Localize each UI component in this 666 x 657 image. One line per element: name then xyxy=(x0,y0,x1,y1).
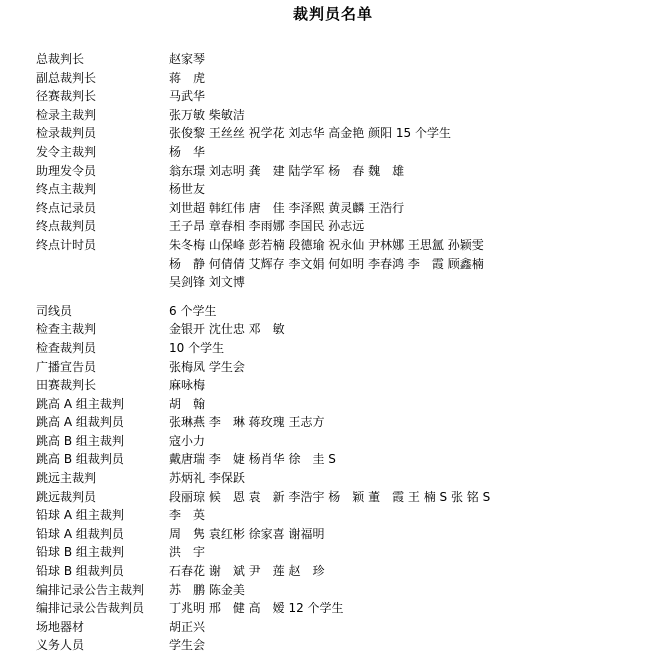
role-label: 终点裁判员 xyxy=(36,219,97,234)
names-cell xyxy=(169,339,656,358)
roster-row xyxy=(36,432,656,451)
roster-row xyxy=(36,143,656,162)
names-cell xyxy=(169,488,656,507)
role-label: 检录裁判员 xyxy=(36,126,97,141)
names-cell xyxy=(169,143,656,162)
roster-row xyxy=(36,106,656,125)
names-cell xyxy=(169,636,656,655)
names-line: 王子昂 章春相 李雨娜 李国民 孙志远 xyxy=(169,219,365,234)
referee-roster xyxy=(36,50,656,655)
names-cell xyxy=(169,450,656,469)
roster-row xyxy=(36,376,656,395)
names-line: 苏炳礼 李保跃 xyxy=(169,471,245,486)
names-cell xyxy=(169,162,656,181)
names-line: 杨 华 xyxy=(169,144,206,159)
roster-row xyxy=(36,162,656,181)
names-line: 张俊黎 王丝丝 祝学花 刘志华 高金艳 颜阳 15 个学生 xyxy=(169,126,451,141)
names-cell xyxy=(169,236,656,292)
role-label: 检录主裁判 xyxy=(36,107,97,122)
role-label: 跳高 A 组主裁判 xyxy=(36,396,124,411)
names-cell xyxy=(169,302,656,321)
role-label: 广播宣告员 xyxy=(36,359,97,374)
names-line: 杨世友 xyxy=(169,182,206,197)
role-label: 跳高 B 组主裁判 xyxy=(36,433,124,448)
role-label: 铅球 B 组裁判员 xyxy=(36,564,124,579)
names-cell xyxy=(169,581,656,600)
roster-row xyxy=(36,413,656,432)
names-cell xyxy=(169,525,656,544)
names-line: 马武华 xyxy=(169,89,206,104)
role-label: 义务人员 xyxy=(36,638,85,653)
names-cell xyxy=(169,432,656,451)
role-label: 司线员 xyxy=(36,303,73,318)
role-label: 田赛裁判长 xyxy=(36,378,97,393)
role-label: 检查裁判员 xyxy=(36,340,97,355)
names-line: 赵家琴 xyxy=(169,52,206,66)
names-line: 学生会 xyxy=(169,638,206,653)
role-label: 助理发令员 xyxy=(36,163,97,178)
names-cell xyxy=(169,50,656,69)
names-cell xyxy=(169,469,656,488)
names-line: 10 个学生 xyxy=(169,340,225,355)
roster-row xyxy=(36,636,656,655)
role-label: 跳远裁判员 xyxy=(36,489,97,504)
names-line: 张万敏 柴敏洁 xyxy=(169,107,245,122)
roster-row xyxy=(36,543,656,562)
roster-row xyxy=(36,358,656,377)
names-cell xyxy=(169,199,656,218)
role-label: 终点计时员 xyxy=(36,237,97,252)
role-label: 编排记录公告主裁判 xyxy=(36,582,145,597)
names-line: 张梅凤 学生会 xyxy=(169,359,245,374)
names-line: 周 隽 袁红彬 徐家喜 谢福明 xyxy=(169,526,325,541)
section-gap xyxy=(36,292,656,302)
names-line: 金银开 沈仕忠 邓 敏 xyxy=(169,322,285,337)
names-cell xyxy=(169,358,656,377)
roster-row xyxy=(36,50,656,69)
names-line: 翁东璟 刘志明 龚 建 陆学军 杨 春 魏 雄 xyxy=(169,163,405,178)
roster-row xyxy=(36,599,656,618)
role-label: 总裁判长 xyxy=(36,52,85,66)
names-line: 胡正兴 xyxy=(169,619,206,634)
names-cell xyxy=(169,376,656,395)
roster-row xyxy=(36,217,656,236)
names-cell xyxy=(169,506,656,525)
names-line: 吴剑锋 刘文博 xyxy=(169,275,245,290)
roster-row xyxy=(36,69,656,88)
role-label: 铅球 A 组裁判员 xyxy=(36,526,124,541)
roster-row xyxy=(36,320,656,339)
roster-row xyxy=(36,506,656,525)
roster-row xyxy=(36,236,656,292)
names-line: 刘世超 韩红伟 唐 佳 李泽熙 黄灵麟 王浩行 xyxy=(169,200,405,215)
names-line: 杨 静 何倩倩 艾辉存 李文娟 何如明 李春鸿 李 霞 顾鑫楠 xyxy=(169,256,484,271)
roster-row xyxy=(36,302,656,321)
names-line: 洪 宇 xyxy=(169,545,206,560)
names-cell xyxy=(169,562,656,581)
names-cell xyxy=(169,106,656,125)
names-cell xyxy=(169,320,656,339)
roster-row xyxy=(36,525,656,544)
roster-row xyxy=(36,450,656,469)
names-cell xyxy=(169,395,656,414)
names-line: 张琳燕 李 琳 蒋玫瑰 王志方 xyxy=(169,415,325,430)
names-cell xyxy=(169,217,656,236)
role-label: 终点记录员 xyxy=(36,200,97,215)
names-line: 朱冬梅 山保峰 彭若楠 段德瑜 祝永仙 尹林娜 王思氲 孙颖雯 xyxy=(169,237,484,252)
role-label: 铅球 A 组主裁判 xyxy=(36,508,124,523)
names-line: 丁兆明 邢 健 高 嫒 12 个学生 xyxy=(169,601,344,616)
names-cell xyxy=(169,618,656,637)
roster-row xyxy=(36,469,656,488)
roster-row xyxy=(36,87,656,106)
roster-row xyxy=(36,488,656,507)
role-label: 副总裁判长 xyxy=(36,70,97,85)
names-cell xyxy=(169,124,656,143)
role-label: 发令主裁判 xyxy=(36,144,97,159)
names-cell xyxy=(169,180,656,199)
document-title: 裁判员名单 xyxy=(292,5,373,23)
roster-row xyxy=(36,199,656,218)
names-cell xyxy=(169,69,656,88)
names-line: 石春花 谢 斌 尹 莲 赵 珍 xyxy=(169,564,325,579)
roster-row xyxy=(36,180,656,199)
names-line: 戴唐瑞 李 婕 杨肖华 徐 圭 S xyxy=(169,452,336,467)
names-cell xyxy=(169,413,656,432)
names-cell xyxy=(169,87,656,106)
names-line: 寇小力 xyxy=(169,433,206,448)
roster-row xyxy=(36,562,656,581)
names-line: 麻咏梅 xyxy=(169,378,206,393)
roster-row xyxy=(36,339,656,358)
role-label: 场地器材 xyxy=(36,619,85,634)
roster-row xyxy=(36,124,656,143)
role-label: 跳高 B 组裁判员 xyxy=(36,452,124,467)
role-label: 终点主裁判 xyxy=(36,182,97,197)
role-label: 检查主裁判 xyxy=(36,322,97,337)
names-line: 胡 翰 xyxy=(169,396,206,411)
names-line: 6 个学生 xyxy=(169,303,217,318)
names-line: 苏 鹏 陈金美 xyxy=(169,582,245,597)
roster-row xyxy=(36,618,656,637)
role-label: 径赛裁判长 xyxy=(36,89,97,104)
names-line: 蒋 虎 xyxy=(169,70,206,85)
names-cell xyxy=(169,543,656,562)
names-cell xyxy=(169,599,656,618)
names-line: 段丽琼 候 恩 袁 新 李浩宇 杨 颖 董 霞 王 楠 S 张 铭 S xyxy=(169,489,491,504)
role-label: 跳高 A 组裁判员 xyxy=(36,415,124,430)
roster-row xyxy=(36,581,656,600)
role-label: 铅球 B 组主裁判 xyxy=(36,545,124,560)
role-label: 编排记录公告裁判员 xyxy=(36,601,145,616)
roster-row xyxy=(36,395,656,414)
role-label: 跳远主裁判 xyxy=(36,471,97,486)
names-line: 李 英 xyxy=(169,508,206,523)
